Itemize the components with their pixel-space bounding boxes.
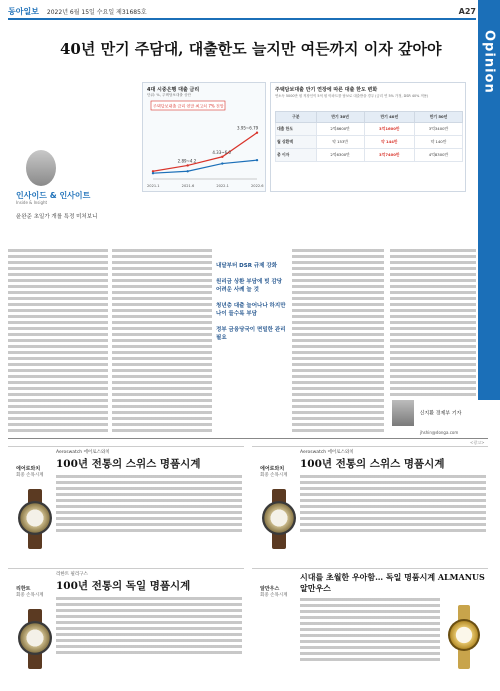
ad-side-subtitle: 회중 손목시계: [260, 593, 288, 598]
byline: [392, 400, 461, 426]
ad-side-label: [16, 585, 44, 598]
page-number: A27: [458, 6, 476, 16]
table-cell: 4억8300만: [415, 149, 463, 162]
ad-title: 100년 전통의 독일 명품시계: [56, 580, 191, 592]
ad-side-subtitle: 회중 손목시계: [16, 593, 44, 598]
chart-subtitle: 단위: %, 주택담보대출 상단: [147, 93, 191, 97]
ad-side-title: 에어로와치: [260, 466, 285, 472]
wrist-watch-image: [18, 621, 52, 655]
ad-side-title: 에어로와치: [16, 466, 41, 472]
table-cell: 약 144만: [364, 136, 414, 149]
ad-tag: <광고>: [470, 440, 485, 445]
table-cell: 3억1600만: [364, 123, 414, 136]
gold-watch-image: [448, 619, 480, 651]
series-line-2: [153, 160, 257, 173]
table-cell: 총 이자: [276, 149, 317, 162]
article-column-5: [390, 248, 476, 396]
data-point: [221, 156, 223, 158]
data-point: [221, 162, 223, 164]
column-name: 인사이드 & 인사이트: [16, 191, 91, 200]
pull-quote-line: 청년층 대출 늘어나나 하지만 나이 들수록 부담: [216, 303, 286, 317]
table-header: 구분: [276, 112, 317, 123]
reporter-email: jhshin@donga.com: [420, 430, 459, 435]
table-cell: 3억7400만: [364, 149, 414, 162]
ad-brand: 리한트 필리구스: [56, 572, 88, 577]
ad-body-text: [300, 597, 440, 663]
wrist-watch-image: [262, 501, 296, 535]
ad-title: 시대를 초월한 우아함… 독일 명품시계 ALMANUS 알만우스: [300, 572, 485, 593]
column-author-line: 윤완준 초일가 개를 특정 미처보니: [16, 214, 98, 220]
chart-callout: 주택담보대출 금리 연말 최고치 7% 전망: [153, 103, 224, 109]
data-point: [152, 172, 154, 174]
watch-ad-3[interactable]: [8, 568, 244, 686]
ad-side-label: [260, 585, 288, 598]
pull-quote-line: 정부 금융당국이 면밀한 관리 필요: [216, 327, 286, 341]
x-tick-label: 2021.6: [181, 184, 195, 188]
section-label: Opinion: [481, 30, 497, 94]
data-label: 4.33~6.0: [212, 149, 231, 155]
ad-title: 100년 전통의 스위스 명품시계: [56, 458, 201, 470]
date-line: 2022년 6월 15일 수요일 제31685호: [46, 8, 147, 16]
article-column-1: [8, 248, 108, 433]
table-title: 주택담보대출 만기 연장에 따른 대출 한도 변화: [275, 87, 378, 93]
x-tick-label: 2022.6: [251, 184, 264, 188]
ad-divider: [8, 438, 488, 439]
table-header: 만기 50년: [415, 112, 463, 123]
table-header: 만기 30년: [316, 112, 364, 123]
ad-side-title: 알만우스: [260, 586, 280, 592]
x-tick-label: 2021.1: [147, 184, 160, 188]
pull-quote: [216, 262, 288, 350]
watch-ad-4[interactable]: [252, 568, 488, 686]
table-row: [276, 149, 463, 162]
column-badge: [8, 150, 128, 240]
data-point: [186, 170, 188, 172]
newspaper-logo: 동아일보: [8, 6, 39, 16]
reporter-photo: [392, 400, 414, 426]
masthead: [8, 4, 476, 18]
column-subtitle: Inside & Insight: [16, 200, 48, 205]
table-row: [276, 136, 463, 149]
table-row: [276, 123, 463, 136]
table-header: 만기 40년: [364, 112, 414, 123]
article-headline: 40년 만기 주담대, 대출한도 늘지만 여든까지 이자 갚아야: [60, 40, 442, 58]
table-cell: 3억3400만: [415, 123, 463, 136]
ad-side-label: [260, 465, 288, 478]
data-point: [186, 164, 188, 166]
series-line-1: [153, 133, 257, 172]
reporter-name: 신지환 경제부 기자: [419, 410, 462, 417]
data-point: [256, 131, 258, 133]
opinion-section-strip: [478, 0, 500, 400]
pull-quote-line: 원리금 상환 부담에 빚 감당 어려운 사례 늘 것: [216, 279, 283, 293]
article-column-2: [112, 248, 212, 433]
article-column-4: [292, 248, 384, 433]
table-cell: 2억8600만: [316, 123, 364, 136]
data-point: [256, 159, 258, 161]
ad-body-text: [56, 474, 242, 532]
data-label: 3.95~6.79: [237, 125, 259, 131]
ad-side-title: 리한트: [16, 586, 31, 592]
ad-side-subtitle: 회중 손목시계: [16, 473, 44, 478]
loan-limit-table-panel: [270, 82, 466, 192]
x-tick-label: 2022.1: [216, 184, 229, 188]
masthead-rule: [8, 18, 476, 20]
pocket-watch-image: [18, 501, 52, 535]
data-label: 2.89~4.2: [177, 158, 197, 164]
table-cell: 대출 한도: [276, 123, 317, 136]
table-cell: 2억6300만: [316, 149, 364, 162]
ad-side-label: [16, 465, 44, 478]
pull-quote-line: 내달부터 DSR 규제 강화: [216, 263, 278, 269]
ad-side-subtitle: 회중 손목시계: [260, 473, 288, 478]
table-cell: 약 140만: [415, 136, 463, 149]
author-photo: [26, 150, 56, 186]
table-cell: 월 상환액: [276, 136, 317, 149]
ad-brand: Aeroswatch 에어로스와치: [56, 450, 110, 455]
watch-ad-1[interactable]: [8, 446, 244, 566]
ad-body-text: [56, 596, 242, 656]
ad-brand: Aeroswatch 에어로스와치: [300, 450, 354, 455]
watch-ad-2[interactable]: [252, 446, 488, 566]
chart-plot: [143, 99, 267, 191]
ad-body-text: [300, 474, 486, 532]
ad-title: 100년 전통의 스위스 명품시계: [300, 458, 445, 470]
rate-chart: [142, 82, 266, 192]
table-note: 연소득 5000만 원 직장인이 5억 원 아파트를 담보로 대출받을 경우 (금리 연 5% 가정, DSR 40% 적용): [275, 94, 429, 98]
loan-limit-table: [275, 111, 463, 162]
table-cell: 약 153만: [316, 136, 364, 149]
chart-title: 4대 시중은행 대출 금리: [147, 87, 200, 93]
